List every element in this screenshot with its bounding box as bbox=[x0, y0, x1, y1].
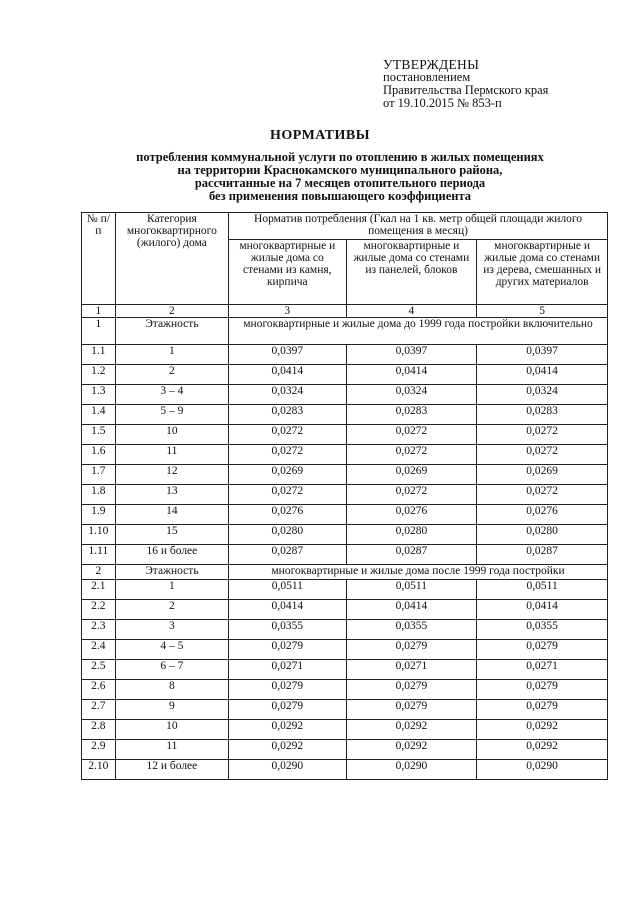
value-stone: 0,0276 bbox=[229, 505, 346, 525]
header-category: Категория многоквартирного (жилого) дома bbox=[115, 213, 228, 305]
value-panel: 0,0272 bbox=[346, 485, 477, 505]
value-stone: 0,0280 bbox=[229, 525, 346, 545]
value-wood: 0,0272 bbox=[477, 425, 608, 445]
row-num: 1.6 bbox=[82, 445, 116, 465]
value-stone: 0,0292 bbox=[229, 740, 346, 760]
row-num: 2.9 bbox=[82, 740, 116, 760]
column-number: 3 bbox=[229, 305, 346, 318]
row-floors: 8 bbox=[115, 680, 228, 700]
subtitle-line: без применения повышающего коэффициента bbox=[208, 189, 472, 203]
row-floors: 13 bbox=[115, 485, 228, 505]
table-row bbox=[82, 680, 608, 700]
value-wood: 0,0280 bbox=[477, 525, 608, 545]
value-stone: 0,0272 bbox=[229, 445, 346, 465]
value-stone: 0,0511 bbox=[229, 580, 346, 600]
value-stone: 0,0324 bbox=[229, 385, 346, 405]
value-stone: 0,0292 bbox=[229, 720, 346, 740]
value-stone: 0,0414 bbox=[229, 600, 346, 620]
row-num: 1.3 bbox=[82, 385, 116, 405]
value-panel: 0,0292 bbox=[346, 720, 477, 740]
value-wood: 0,0355 bbox=[477, 620, 608, 640]
table-row bbox=[82, 465, 608, 485]
value-panel: 0,0272 bbox=[346, 445, 477, 465]
value-stone: 0,0287 bbox=[229, 545, 346, 565]
value-panel: 0,0271 bbox=[346, 660, 477, 680]
table-row bbox=[82, 545, 608, 565]
value-wood: 0,0269 bbox=[477, 465, 608, 485]
table-row bbox=[82, 445, 608, 465]
value-wood: 0,0414 bbox=[477, 600, 608, 620]
value-wood: 0,0324 bbox=[477, 385, 608, 405]
table-row bbox=[82, 580, 608, 600]
value-panel: 0,0276 bbox=[346, 505, 477, 525]
value-wood: 0,0287 bbox=[477, 545, 608, 565]
table-header-row bbox=[82, 213, 608, 240]
value-wood: 0,0272 bbox=[477, 485, 608, 505]
row-num: 2.10 bbox=[82, 760, 116, 780]
row-num: 2.1 bbox=[82, 580, 116, 600]
row-num: 2.3 bbox=[82, 620, 116, 640]
column-number: 1 bbox=[82, 305, 116, 318]
row-num: 1.11 bbox=[82, 545, 116, 565]
value-stone: 0,0414 bbox=[229, 365, 346, 385]
value-panel: 0,0279 bbox=[346, 680, 477, 700]
value-panel: 0,0414 bbox=[346, 365, 477, 385]
row-num: 1.4 bbox=[82, 405, 116, 425]
norms-table bbox=[81, 212, 608, 780]
row-num: 1.7 bbox=[82, 465, 116, 485]
row-floors: 12 bbox=[115, 465, 228, 485]
value-panel: 0,0279 bbox=[346, 640, 477, 660]
value-stone: 0,0269 bbox=[229, 465, 346, 485]
row-num: 2.6 bbox=[82, 680, 116, 700]
row-num: 1.1 bbox=[82, 345, 116, 365]
table-row bbox=[82, 740, 608, 760]
section-num: 1 bbox=[82, 318, 116, 345]
value-wood: 0,0414 bbox=[477, 365, 608, 385]
row-num: 2.7 bbox=[82, 700, 116, 720]
row-floors: 2 bbox=[115, 600, 228, 620]
document-title: НОРМАТИВЫ bbox=[270, 128, 370, 143]
value-panel: 0,0324 bbox=[346, 385, 477, 405]
section-label: Этажность bbox=[115, 318, 228, 345]
subtitle-line: рассчитанные на 7 месяцев отопительного периода bbox=[194, 176, 486, 190]
table-row bbox=[82, 640, 608, 660]
value-wood: 0,0276 bbox=[477, 505, 608, 525]
table-row bbox=[82, 385, 608, 405]
header-col-stone: многоквартирные и жилые дома со стенами из камня, кирпича bbox=[229, 240, 346, 305]
value-stone: 0,0272 bbox=[229, 485, 346, 505]
section-label: Этажность bbox=[115, 565, 228, 580]
table-row bbox=[82, 365, 608, 385]
value-stone: 0,0397 bbox=[229, 345, 346, 365]
value-wood: 0,0272 bbox=[477, 445, 608, 465]
value-panel: 0,0290 bbox=[346, 760, 477, 780]
header-col-panel: многоквартирные и жилые дома со стенами из панелей, блоков bbox=[346, 240, 477, 305]
row-num: 1.9 bbox=[82, 505, 116, 525]
row-num: 2.8 bbox=[82, 720, 116, 740]
value-stone: 0,0272 bbox=[229, 425, 346, 445]
table-row bbox=[82, 700, 608, 720]
row-num: 2.4 bbox=[82, 640, 116, 660]
row-floors: 10 bbox=[115, 425, 228, 445]
table-row bbox=[82, 425, 608, 445]
row-floors: 16 и более bbox=[115, 545, 228, 565]
value-panel: 0,0397 bbox=[346, 345, 477, 365]
table-row bbox=[82, 525, 608, 545]
row-floors: 5 – 9 bbox=[115, 405, 228, 425]
row-floors: 1 bbox=[115, 345, 228, 365]
table-row bbox=[82, 345, 608, 365]
row-num: 2.5 bbox=[82, 660, 116, 680]
table-row bbox=[82, 720, 608, 740]
value-panel: 0,0414 bbox=[346, 600, 477, 620]
value-panel: 0,0283 bbox=[346, 405, 477, 425]
value-stone: 0,0279 bbox=[229, 700, 346, 720]
value-stone: 0,0290 bbox=[229, 760, 346, 780]
document-subtitle bbox=[60, 151, 620, 203]
row-floors: 1 bbox=[115, 580, 228, 600]
row-floors: 15 bbox=[115, 525, 228, 545]
table-row bbox=[82, 600, 608, 620]
approval-block bbox=[383, 58, 623, 110]
value-panel: 0,0269 bbox=[346, 465, 477, 485]
section-row bbox=[82, 318, 608, 345]
value-wood: 0,0290 bbox=[477, 760, 608, 780]
table-row bbox=[82, 405, 608, 425]
table-row bbox=[82, 620, 608, 640]
value-panel: 0,0272 bbox=[346, 425, 477, 445]
row-floors: 4 – 5 bbox=[115, 640, 228, 660]
value-wood: 0,0279 bbox=[477, 680, 608, 700]
row-floors: 6 – 7 bbox=[115, 660, 228, 680]
value-stone: 0,0283 bbox=[229, 405, 346, 425]
value-wood: 0,0397 bbox=[477, 345, 608, 365]
value-stone: 0,0355 bbox=[229, 620, 346, 640]
header-col-wood: многоквартирные и жилые дома со стенами из дерева, смешанных и других материалов bbox=[477, 240, 608, 305]
value-panel: 0,0287 bbox=[346, 545, 477, 565]
value-panel: 0,0355 bbox=[346, 620, 477, 640]
row-floors: 11 bbox=[115, 740, 228, 760]
section-num: 2 bbox=[82, 565, 116, 580]
table-row bbox=[82, 505, 608, 525]
value-stone: 0,0279 bbox=[229, 640, 346, 660]
approval-line: Правительства Пермского края bbox=[383, 83, 549, 97]
value-panel: 0,0279 bbox=[346, 700, 477, 720]
row-num: 1.5 bbox=[82, 425, 116, 445]
value-wood: 0,0283 bbox=[477, 405, 608, 425]
value-panel: 0,0280 bbox=[346, 525, 477, 545]
subtitle-line: потребления коммунальной услуги по отоплению в жилых помещениях bbox=[136, 150, 544, 164]
column-number: 4 bbox=[346, 305, 477, 318]
row-num: 1.10 bbox=[82, 525, 116, 545]
approval-heading: УТВЕРЖДЕНЫ bbox=[383, 57, 480, 72]
value-wood: 0,0279 bbox=[477, 700, 608, 720]
row-floors: 10 bbox=[115, 720, 228, 740]
subtitle-line: на территории Краснокамского муниципального района, bbox=[177, 163, 503, 177]
section-title: многоквартирные и жилые дома после 1999 года постройки bbox=[229, 565, 608, 580]
section-title: многоквартирные и жилые дома до 1999 года постройки включительно bbox=[229, 318, 608, 345]
approval-date: от 19.10.2015 № 853-п bbox=[383, 96, 502, 110]
value-wood: 0,0292 bbox=[477, 740, 608, 760]
row-floors: 2 bbox=[115, 365, 228, 385]
value-wood: 0,0271 bbox=[477, 660, 608, 680]
row-num: 1.8 bbox=[82, 485, 116, 505]
value-panel: 0,0511 bbox=[346, 580, 477, 600]
row-floors: 3 bbox=[115, 620, 228, 640]
value-wood: 0,0279 bbox=[477, 640, 608, 660]
row-floors: 14 bbox=[115, 505, 228, 525]
table-row bbox=[82, 760, 608, 780]
header-num: № п/п bbox=[82, 213, 116, 305]
header-norm: Норматив потребления (Гкал на 1 кв. метр общей площади жилого помещения в месяц) bbox=[229, 213, 608, 240]
row-floors: 3 – 4 bbox=[115, 385, 228, 405]
value-wood: 0,0292 bbox=[477, 720, 608, 740]
column-number: 2 bbox=[115, 305, 228, 318]
value-stone: 0,0279 bbox=[229, 680, 346, 700]
value-stone: 0,0271 bbox=[229, 660, 346, 680]
row-floors: 11 bbox=[115, 445, 228, 465]
row-floors: 9 bbox=[115, 700, 228, 720]
section-row bbox=[82, 565, 608, 580]
column-number: 5 bbox=[477, 305, 608, 318]
row-num: 2.2 bbox=[82, 600, 116, 620]
table-row bbox=[82, 485, 608, 505]
row-floors: 12 и более bbox=[115, 760, 228, 780]
value-wood: 0,0511 bbox=[477, 580, 608, 600]
row-num: 1.2 bbox=[82, 365, 116, 385]
column-number-row bbox=[82, 305, 608, 318]
approval-line: постановлением bbox=[383, 70, 471, 84]
value-panel: 0,0292 bbox=[346, 740, 477, 760]
table-row bbox=[82, 660, 608, 680]
